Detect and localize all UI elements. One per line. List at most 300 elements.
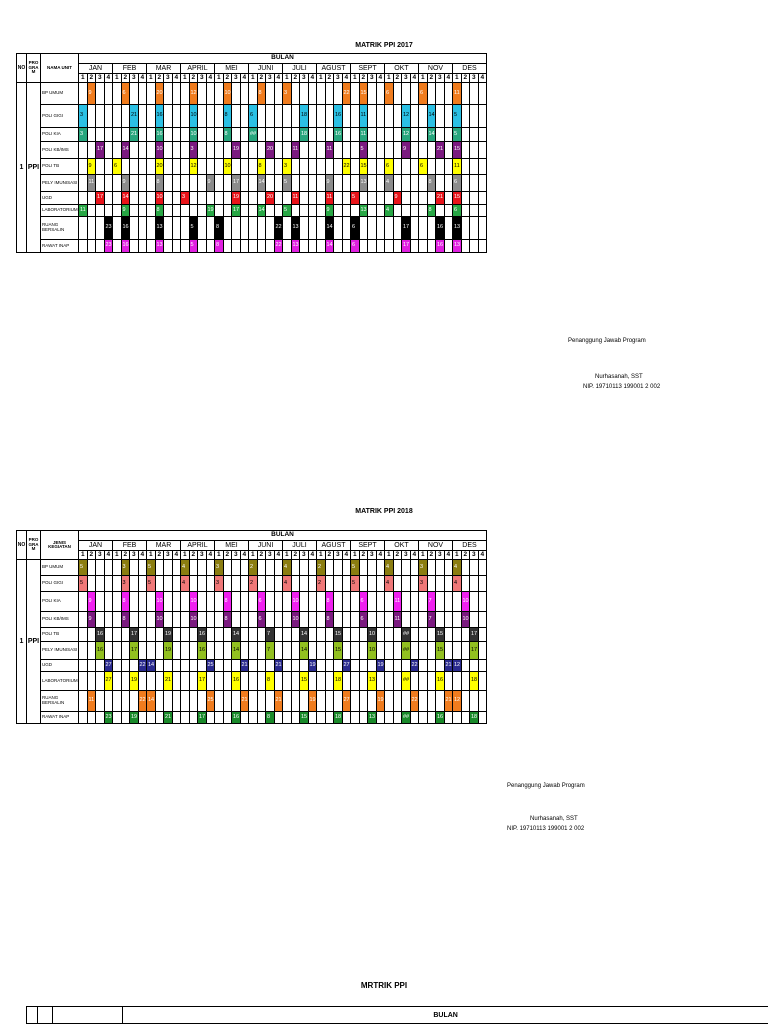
matrix_2018-empty-cell [232,660,241,672]
matrix_2018-empty-cell [410,560,419,576]
matrix_2017-empty-cell [291,83,300,105]
matrix_2018-empty-cell [240,672,249,691]
matrix_2017-empty-cell [334,175,343,192]
matrix_2018-empty-cell [164,576,173,592]
matrix_2018-week-header: 3 [470,551,479,560]
matrix_2017-empty-cell [104,83,113,105]
matrix_2017-empty-cell [249,175,258,192]
matrix_2017-empty-cell [470,175,479,192]
matrix_2017-empty-cell [181,217,190,240]
matrix_2018-empty-cell [121,628,130,642]
matrix_2017-empty-cell [410,159,419,175]
matrix_2017-week-header: 1 [249,74,258,83]
matrix_2017-empty-cell [249,159,258,175]
matrix_2017-empty-cell [368,192,377,205]
matrix_2017-empty-cell [113,83,122,105]
matrix_2018-program-header: PRO GRA M [27,531,41,560]
matrix_2017-schedule-cell: 16 [334,105,343,128]
matrix_2017-empty-cell [130,175,139,192]
matrix_2017-empty-cell [478,142,487,159]
matrix_2017-schedule-cell: 14 [257,175,266,192]
matrix_2018-empty-cell [113,560,122,576]
matrix-2017-title: MATRIK PPI 2017 [355,42,413,49]
matrix_2017-empty-cell [96,175,105,192]
matrix_2018-empty-cell [240,712,249,724]
matrix_2017-row [17,240,487,253]
matrix_2018-empty-cell [172,612,181,628]
matrix_2018-week-header: 1 [419,551,428,560]
matrix_2018-schedule-cell: 10 [291,612,300,628]
matrix_2018-empty-cell [138,592,147,612]
matrix_2018-empty-cell [385,628,394,642]
matrix_2017-month-agust: AGUST [317,64,351,74]
matrix_2017-empty-cell [410,205,419,217]
matrix_2018-empty-cell [291,576,300,592]
matrix_2018-month-sept: SEPT [351,541,385,551]
matrix_2017-empty-cell [79,175,88,192]
matrix_2018-empty-cell [308,592,317,612]
matrix_2018-schedule-cell: 22 [138,660,147,672]
matrix_2018-empty-cell [266,691,275,712]
matrix_2017-empty-cell [266,128,275,142]
matrix_2017-empty-cell [351,105,360,128]
matrix_2017-empty-cell [104,192,113,205]
matrix_2017-empty-cell [300,217,309,240]
matrix_2018-empty-cell [368,560,377,576]
matrix_2017-empty-cell [249,217,258,240]
matrix_2018-month-april: APRIL [181,541,215,551]
matrix_2017-empty-cell [283,128,292,142]
matrix_2017-unit-header: NAMA UNIT [41,54,79,83]
matrix_2017-empty-cell [376,142,385,159]
matrix_2018-empty-cell [376,628,385,642]
matrix_2018-week-header: 3 [232,551,241,560]
matrix_2018-empty-cell [96,592,105,612]
matrix_2017-schedule-cell: 17 [232,175,241,192]
matrix_2018-empty-cell [402,691,411,712]
matrix_2018-schedule-cell: 16 [96,642,105,660]
matrix_2018-week-header: 1 [147,551,156,560]
matrix_2018-schedule-cell: 2 [249,576,258,592]
matrix_2018-empty-cell [181,612,190,628]
matrix_2017-schedule-cell: 14 [427,128,436,142]
matrix_2017-empty-cell [427,192,436,205]
matrix_2017-month-feb: FEB [113,64,147,74]
matrix_2018-row [17,576,487,592]
matrix_2018-empty-cell [155,672,164,691]
matrix_2018-row [17,592,487,612]
matrix_2017-month-juli: JULI [283,64,317,74]
matrix_2018-week-header: 1 [215,551,224,560]
matrix_2018-schedule-cell: 3 [419,576,428,592]
matrix_2018-empty-cell [334,660,343,672]
matrix_2017-empty-cell [436,128,445,142]
matrix_2017-row [17,217,487,240]
matrix_2018-empty-cell [274,712,283,724]
matrix_2018-empty-cell [215,612,224,628]
matrix_2018-empty-cell [223,691,232,712]
matrix_2017-empty-cell [138,142,147,159]
matrix_2017-empty-cell [130,217,139,240]
matrix_2018-empty-cell [198,660,207,672]
matrix_2018-empty-cell [206,576,215,592]
matrix_2017-schedule-cell: 3 [189,142,198,159]
matrix_2018-empty-cell [461,691,470,712]
matrix_2017-empty-cell [172,105,181,128]
matrix_2018-empty-cell [87,560,96,576]
matrix_2018-empty-cell [232,560,241,576]
matrix_2017-empty-cell [249,205,258,217]
matrix_2018-schedule-cell: 9 [87,612,96,628]
matrix_2017-schedule-cell: 9 [325,175,334,192]
matrix_2018-empty-cell [478,660,487,672]
matrix_2017-empty-cell [274,105,283,128]
matrix_2017-schedule-cell: 13 [155,217,164,240]
matrix_2017-empty-cell [461,205,470,217]
matrix-2017-signature-role: Penanggung Jawab Program [568,338,646,344]
matrix_2018-row [17,691,487,712]
matrix_2017-empty-cell [138,159,147,175]
matrix_2017-week-header: 3 [436,74,445,83]
matrix_2018-empty-cell [453,712,462,724]
matrix_2017-empty-cell [274,205,283,217]
matrix_2018-empty-cell [240,592,249,612]
matrix_2017-empty-cell [223,217,232,240]
matrix_2018-empty-cell [189,712,198,724]
matrix_2018-empty-cell [266,560,275,576]
matrix_2018-empty-cell [79,660,88,672]
matrix_2018-empty-cell [461,642,470,660]
matrix_2018-empty-cell [155,628,164,642]
matrix_2017-empty-cell [308,142,317,159]
matrix_2017-empty-cell [240,205,249,217]
matrix_2017-empty-cell [325,105,334,128]
matrix_2018-month-agust: AGUST [317,541,351,551]
matrix_2018-schedule-cell: 18 [470,712,479,724]
matrix_2017-empty-cell [342,105,351,128]
matrix_2017-empty-cell [283,217,292,240]
matrix_2018-empty-cell [427,576,436,592]
matrix_2018-empty-cell [410,642,419,660]
matrix_2017-schedule-cell: 8 [427,205,436,217]
matrix_2017-empty-cell [121,128,130,142]
matrix-3-table [26,1006,768,1024]
matrix_2017-empty-cell [300,83,309,105]
matrix_2017-empty-cell [368,142,377,159]
matrix_2018-schedule-cell: 21 [444,660,453,672]
matrix_2018-empty-cell [206,592,215,612]
matrix_2018-schedule-cell: 15 [436,642,445,660]
matrix_2018-empty-cell [334,576,343,592]
matrix_2018-empty-cell [155,576,164,592]
matrix_2017-empty-cell [274,159,283,175]
matrix_2018-schedule-cell: 21 [240,660,249,672]
matrix_2018-schedule-cell: 19 [308,660,317,672]
matrix_2018-empty-cell [215,691,224,712]
matrix_2018-empty-cell [470,660,479,672]
matrix_2018-schedule-cell: 14 [147,691,156,712]
matrix_2018-schedule-cell: 5 [79,560,88,576]
matrix_2018-week-header: 1 [181,551,190,560]
matrix_2017-empty-cell [308,217,317,240]
matrix_2017-empty-cell [325,83,334,105]
matrix_2018-empty-cell [147,672,156,691]
matrix_2018-week-header: 3 [164,551,173,560]
matrix_2018-empty-cell [308,712,317,724]
matrix_2018-empty-cell [393,672,402,691]
matrix_2017-schedule-cell: 11 [87,175,96,192]
matrix_2017-empty-cell [79,217,88,240]
matrix_2018-empty-cell [266,612,275,628]
matrix_2018-empty-cell [130,612,139,628]
matrix_2018-week-header: 4 [138,551,147,560]
matrix_2017-week-header: 2 [359,74,368,83]
matrix_2018-empty-cell [478,560,487,576]
matrix_2018-empty-cell [257,660,266,672]
matrix_2017-schedule-cell: 13 [453,217,462,240]
matrix_2018-empty-cell [130,560,139,576]
matrix_2018-empty-cell [257,576,266,592]
matrix_2017-empty-cell [410,217,419,240]
matrix_2018-empty-cell [359,691,368,712]
matrix_2017-empty-cell [257,192,266,205]
matrix_2018-empty-cell [257,560,266,576]
matrix_2017-empty-cell [283,192,292,205]
matrix_2017-empty-cell [181,128,190,142]
matrix_2017-empty-cell [266,83,275,105]
matrix_2018-empty-cell [419,660,428,672]
matrix_2018-empty-cell [172,560,181,576]
matrix_2017-empty-cell [342,217,351,240]
matrix_2018-empty-cell [164,592,173,612]
matrix_2018-empty-cell [172,576,181,592]
matrix_2017-empty-cell [147,105,156,128]
matrix_2018-empty-cell [444,576,453,592]
matrix_2017-empty-cell [121,105,130,128]
matrix_2018-empty-cell [402,576,411,592]
matrix_2017-empty-cell [283,142,292,159]
matrix_2017-empty-cell [478,159,487,175]
matrix_2018-empty-cell [453,592,462,612]
matrix_2018-empty-cell [359,642,368,660]
matrix_2018-empty-cell [419,628,428,642]
matrix_2018-schedule-cell: 27 [104,672,113,691]
matrix_2017-empty-cell [113,192,122,205]
matrix_2017-empty-cell [427,159,436,175]
matrix_2018-empty-cell [427,672,436,691]
matrix_2017-empty-cell [461,240,470,253]
matrix_2018-row [17,660,487,672]
matrix_2018-week-header: 3 [130,551,139,560]
matrix_2017-empty-cell [113,217,122,240]
matrix_2018-week-header: 1 [283,551,292,560]
matrix_2018-empty-cell [308,576,317,592]
matrix_2018-schedule-cell: 21 [274,691,283,712]
matrix_2018-empty-cell [393,560,402,576]
matrix_2018-empty-cell [206,642,215,660]
matrix_2018-unit-header: JENIS KEGIATAN [41,531,79,560]
matrix_2018-empty-cell [470,592,479,612]
matrix_2017-empty-cell [351,159,360,175]
matrix_2017-empty-cell [317,175,326,192]
matrix_2017-empty-cell [147,128,156,142]
matrix_2017-empty-cell [402,175,411,192]
matrix_2018-empty-cell [274,628,283,642]
matrix_2017-empty-cell [87,240,96,253]
matrix_2017-empty-cell [87,192,96,205]
matrix_2018-empty-cell [274,642,283,660]
matrix_2017-schedule-cell: 10 [155,142,164,159]
matrix_2017-empty-cell [240,175,249,192]
matrix_2018-empty-cell [334,691,343,712]
matrix_2018-empty-cell [138,712,147,724]
matrix_2018-empty-cell [308,612,317,628]
matrix_2017-week-header: 2 [87,74,96,83]
matrix_2017-week-header: 3 [266,74,275,83]
matrix_2017-empty-cell [96,205,105,217]
matrix_2018-row [17,712,487,724]
matrix_2018-empty-cell [342,672,351,691]
matrix_2018-schedule-cell: 17 [198,712,207,724]
matrix_2017-empty-cell [436,175,445,192]
matrix_2018-empty-cell [436,592,445,612]
matrix_2018-empty-cell [215,642,224,660]
matrix_2018-schedule-cell: 27 [342,660,351,672]
matrix_2017-week-header: 2 [121,74,130,83]
matrix_2017-empty-cell [223,142,232,159]
matrix_2018-week-header: 2 [359,551,368,560]
matrix_2017-empty-cell [393,205,402,217]
matrix_2018-schedule-cell: 16 [96,628,105,642]
matrix_2017-empty-cell [283,105,292,128]
matrix_2018-empty-cell [402,560,411,576]
matrix_2018-empty-cell [79,691,88,712]
matrix_2017-empty-cell [113,205,122,217]
matrix_2018-empty-cell [240,576,249,592]
matrix_2018-empty-cell [470,691,479,712]
matrix_2018-empty-cell [470,612,479,628]
matrix_2017-empty-cell [470,159,479,175]
matrix_2017-empty-cell [368,205,377,217]
matrix_2017-week-header: 2 [257,74,266,83]
matrix_2017-empty-cell [249,192,258,205]
matrix_2017-empty-cell [368,217,377,240]
matrix_2017-schedule-cell: 16 [121,217,130,240]
matrix_2018-empty-cell [427,642,436,660]
matrix_2017-empty-cell [79,83,88,105]
matrix_2017-empty-cell [393,128,402,142]
matrix_2017-week-header: 2 [325,74,334,83]
matrix_2017-empty-cell [147,217,156,240]
matrix_2018-empty-cell [215,672,224,691]
matrix_2018-empty-cell [232,576,241,592]
matrix_2017-week-header: 4 [104,74,113,83]
matrix_2017-empty-cell [402,159,411,175]
matrix_2017-empty-cell [113,128,122,142]
matrix_2018-empty-cell [334,560,343,576]
matrix_2018-week-header: 4 [274,551,283,560]
matrix_2017-empty-cell [427,240,436,253]
matrix_2017-empty-cell [138,205,147,217]
matrix_2018-week-header: 2 [393,551,402,560]
matrix_2018-schedule-cell: 16 [198,628,207,642]
matrix_2018-schedule-cell: 21 [164,712,173,724]
matrix_2018-empty-cell [274,560,283,576]
matrix_2018-week-header: 4 [478,551,487,560]
matrix_2017-empty-cell [376,159,385,175]
matrix-3-program-cell [37,1007,52,1024]
matrix_2017-empty-cell [266,217,275,240]
matrix_2017-empty-cell [206,240,215,253]
matrix_2018-schedule-cell: 4 [385,576,394,592]
matrix_2017-empty-cell [300,159,309,175]
matrix_2018-unit-label: RAWAT INAP [41,712,79,724]
matrix_2018-schedule-cell: 18 [334,672,343,691]
matrix_2017-empty-cell [461,128,470,142]
matrix_2017-empty-cell [334,217,343,240]
matrix_2017-schedule-cell: 16 [334,128,343,142]
matrix_2018-empty-cell [257,672,266,691]
matrix_2017-empty-cell [87,205,96,217]
matrix_2018-empty-cell [376,560,385,576]
matrix_2017-empty-cell [181,175,190,192]
matrix_2017-week-header: 2 [393,74,402,83]
matrix_2018-empty-cell [317,672,326,691]
matrix_2017-schedule-cell: 4 [385,175,394,192]
matrix_2017-schedule-cell: 6 [419,159,428,175]
matrix_2018-empty-cell [300,576,309,592]
matrix_2018-empty-cell [113,660,122,672]
matrix_2017-schedule-cell: 5 [189,240,198,253]
matrix_2017-empty-cell [172,205,181,217]
matrix_2018-empty-cell [300,592,309,612]
matrix_2017-schedule-cell: 20 [155,83,164,105]
matrix_2018-empty-cell [138,628,147,642]
matrix_2017-empty-cell [79,142,88,159]
matrix_2018-schedule-cell: 22 [410,660,419,672]
matrix_2017-empty-cell [393,105,402,128]
matrix_2018-schedule-cell: 9 [87,592,96,612]
matrix_2017-schedule-cell: 12 [402,105,411,128]
matrix_2018-empty-cell [368,612,377,628]
matrix_2018-empty-cell [436,691,445,712]
matrix_2017-empty-cell [164,159,173,175]
matrix_2018-empty-cell [402,612,411,628]
matrix_2017-empty-cell [410,83,419,105]
matrix_2018-empty-cell [87,712,96,724]
matrix_2018-week-header: 1 [453,551,462,560]
matrix_2017-empty-cell [79,192,88,205]
matrix_2017-empty-cell [393,159,402,175]
matrix_2018-schedule-cell: 3 [121,560,130,576]
matrix_2018-schedule-cell: ## [402,712,411,724]
matrix_2017-empty-cell [164,192,173,205]
matrix_2017-empty-cell [410,128,419,142]
matrix_2018-empty-cell [113,612,122,628]
matrix_2018-empty-cell [130,576,139,592]
matrix_2018-empty-cell [79,642,88,660]
matrix_2017-empty-cell [164,83,173,105]
matrix_2018-empty-cell [155,560,164,576]
matrix_2017-schedule-cell: 11 [291,142,300,159]
matrix_2018-schedule-cell: 17 [198,672,207,691]
matrix_2017-empty-cell [376,240,385,253]
matrix_2017-empty-cell [198,205,207,217]
matrix_2018-empty-cell [223,660,232,672]
matrix_2017-schedule-cell: 3 [283,159,292,175]
matrix_2018-empty-cell [478,642,487,660]
matrix_2018-empty-cell [410,612,419,628]
